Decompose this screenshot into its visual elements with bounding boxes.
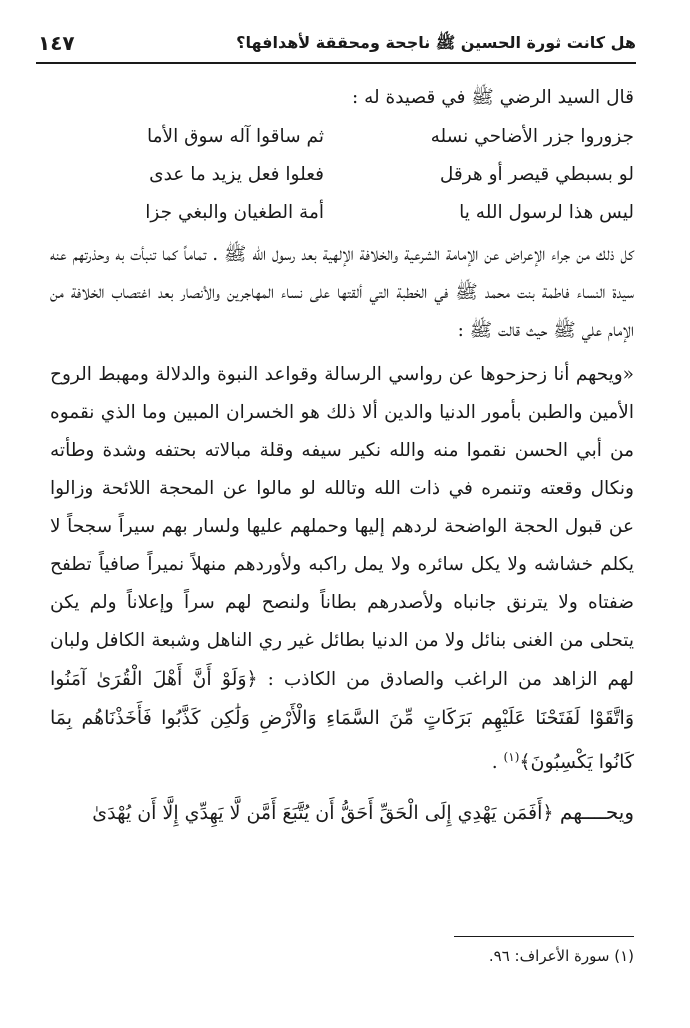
page-body (50, 78, 634, 833)
footnote-divider (454, 936, 634, 937)
verse-second-hemistich: فعلوا فعل يزيد ما عدى (149, 164, 324, 185)
quran-verse-2: ﴿أَفَمَن يَهْدِي إِلَى الْحَقِّ أَحَقُّ أَن يُتَّبَعَ أَمَّن لَّا يَهِدِّي إِلَّا أَن يُهْدَىٰ (92, 802, 554, 825)
poem-verse (50, 156, 634, 194)
verse-first-hemistich: جزوروا جزر الأضاحي نسله (430, 126, 634, 147)
poem-verse (50, 194, 634, 232)
paragraph-context: كل ذلك من جراء الإعراض عن الإمامة الشرعية والخلافة الإلهية بعد رسول الله ﷺ . تماماً كما تنبأت به وحذرتهم عنه سيدة النساء فاطمة بنت محمد ﷺ في الخطبة التي ألقتها على نساء المهاجرين والأنصار بعد اغتصاب الخلافة من الإمام علي ﷺ حيث قالت ﷺ : (50, 244, 634, 341)
verse-second-hemistich: ثم ساقوا آله سوق الأما (146, 126, 324, 147)
paragraph-sermon-quote (50, 356, 634, 782)
paragraph-closing (50, 792, 634, 833)
running-title: هل كانت ثورة الحسين ﷺ ناجحة ومحققة لأهدافها؟ (236, 33, 636, 52)
verse-second-hemistich: أمة الطغيان والبغي جزا (145, 202, 324, 223)
verse-first-hemistich: ليس هذا لرسول الله يا (459, 202, 634, 223)
poem (50, 118, 634, 232)
footnote-marker: (١) (503, 750, 520, 764)
poem-verse (50, 118, 634, 156)
sermon-text: «ويحهم أنا زحزحوها عن رواسي الرسالة وقواعد النبوة والدلالة ومهبط الروح الأمين والطبن بأمور الدنيا والدين ألا ذلك هو الخسران المبين وما الذي نقموه من أبي الحسن نقموا منه والله نكير سيفه وقلة مبالاته بحتفه وشدة وطأته ونكال وقعته وتنمره في ذات الله وتالله لو مالوا عن المحجة اللائحة وزالوا عن قبول الحجة الواضحة لردهم إليها وحملهم عليها ولسار بهم سيراً سجحاً لا يكلم خشاشه ولا يكل سائره ولا يمل راكبه ولأوردهم منهلاً نميراً صافياً تطفح ضفتاه ولا يترنق جانباه ولأصدرهم بطاناً ولنصح لهم سراً وإعلاناً ولم يكن يتحلى من الغنى بنائل ولا من الدنيا بطائل غير ري الناهل وشبعة الكافل ولبان لهم الزاهد من الراغب والصادق من الكاذب : (50, 364, 634, 690)
page-number: ١٤٧ (38, 31, 75, 55)
running-header (36, 26, 636, 64)
poem-intro: قال السيد الرضي ﷺ في قصيدة له : (351, 87, 634, 108)
quran-verse: ﴿وَلَوْ أَنَّ أَهْلَ الْقُرَىٰ آمَنُوا وَاتَّقَوْا لَفَتَحْنَا عَلَيْهِم بَرَكَاتٍ مِّنَ السَّمَاءِ وَالْأَرْضِ وَلَٰكِن كَذَّبُوا فَأَخَذْنَاهُم بِمَا كَانُوا يَكْسِبُونَ﴾ (50, 668, 634, 774)
sentence-end: . (491, 752, 504, 774)
footnote: (١) سورة الأعراف: ٩٦. (488, 947, 634, 965)
closing-lead: ويحــــهم (553, 800, 634, 825)
verse-first-hemistich: لو بسبطي قيصر أو هرقل (439, 164, 634, 185)
